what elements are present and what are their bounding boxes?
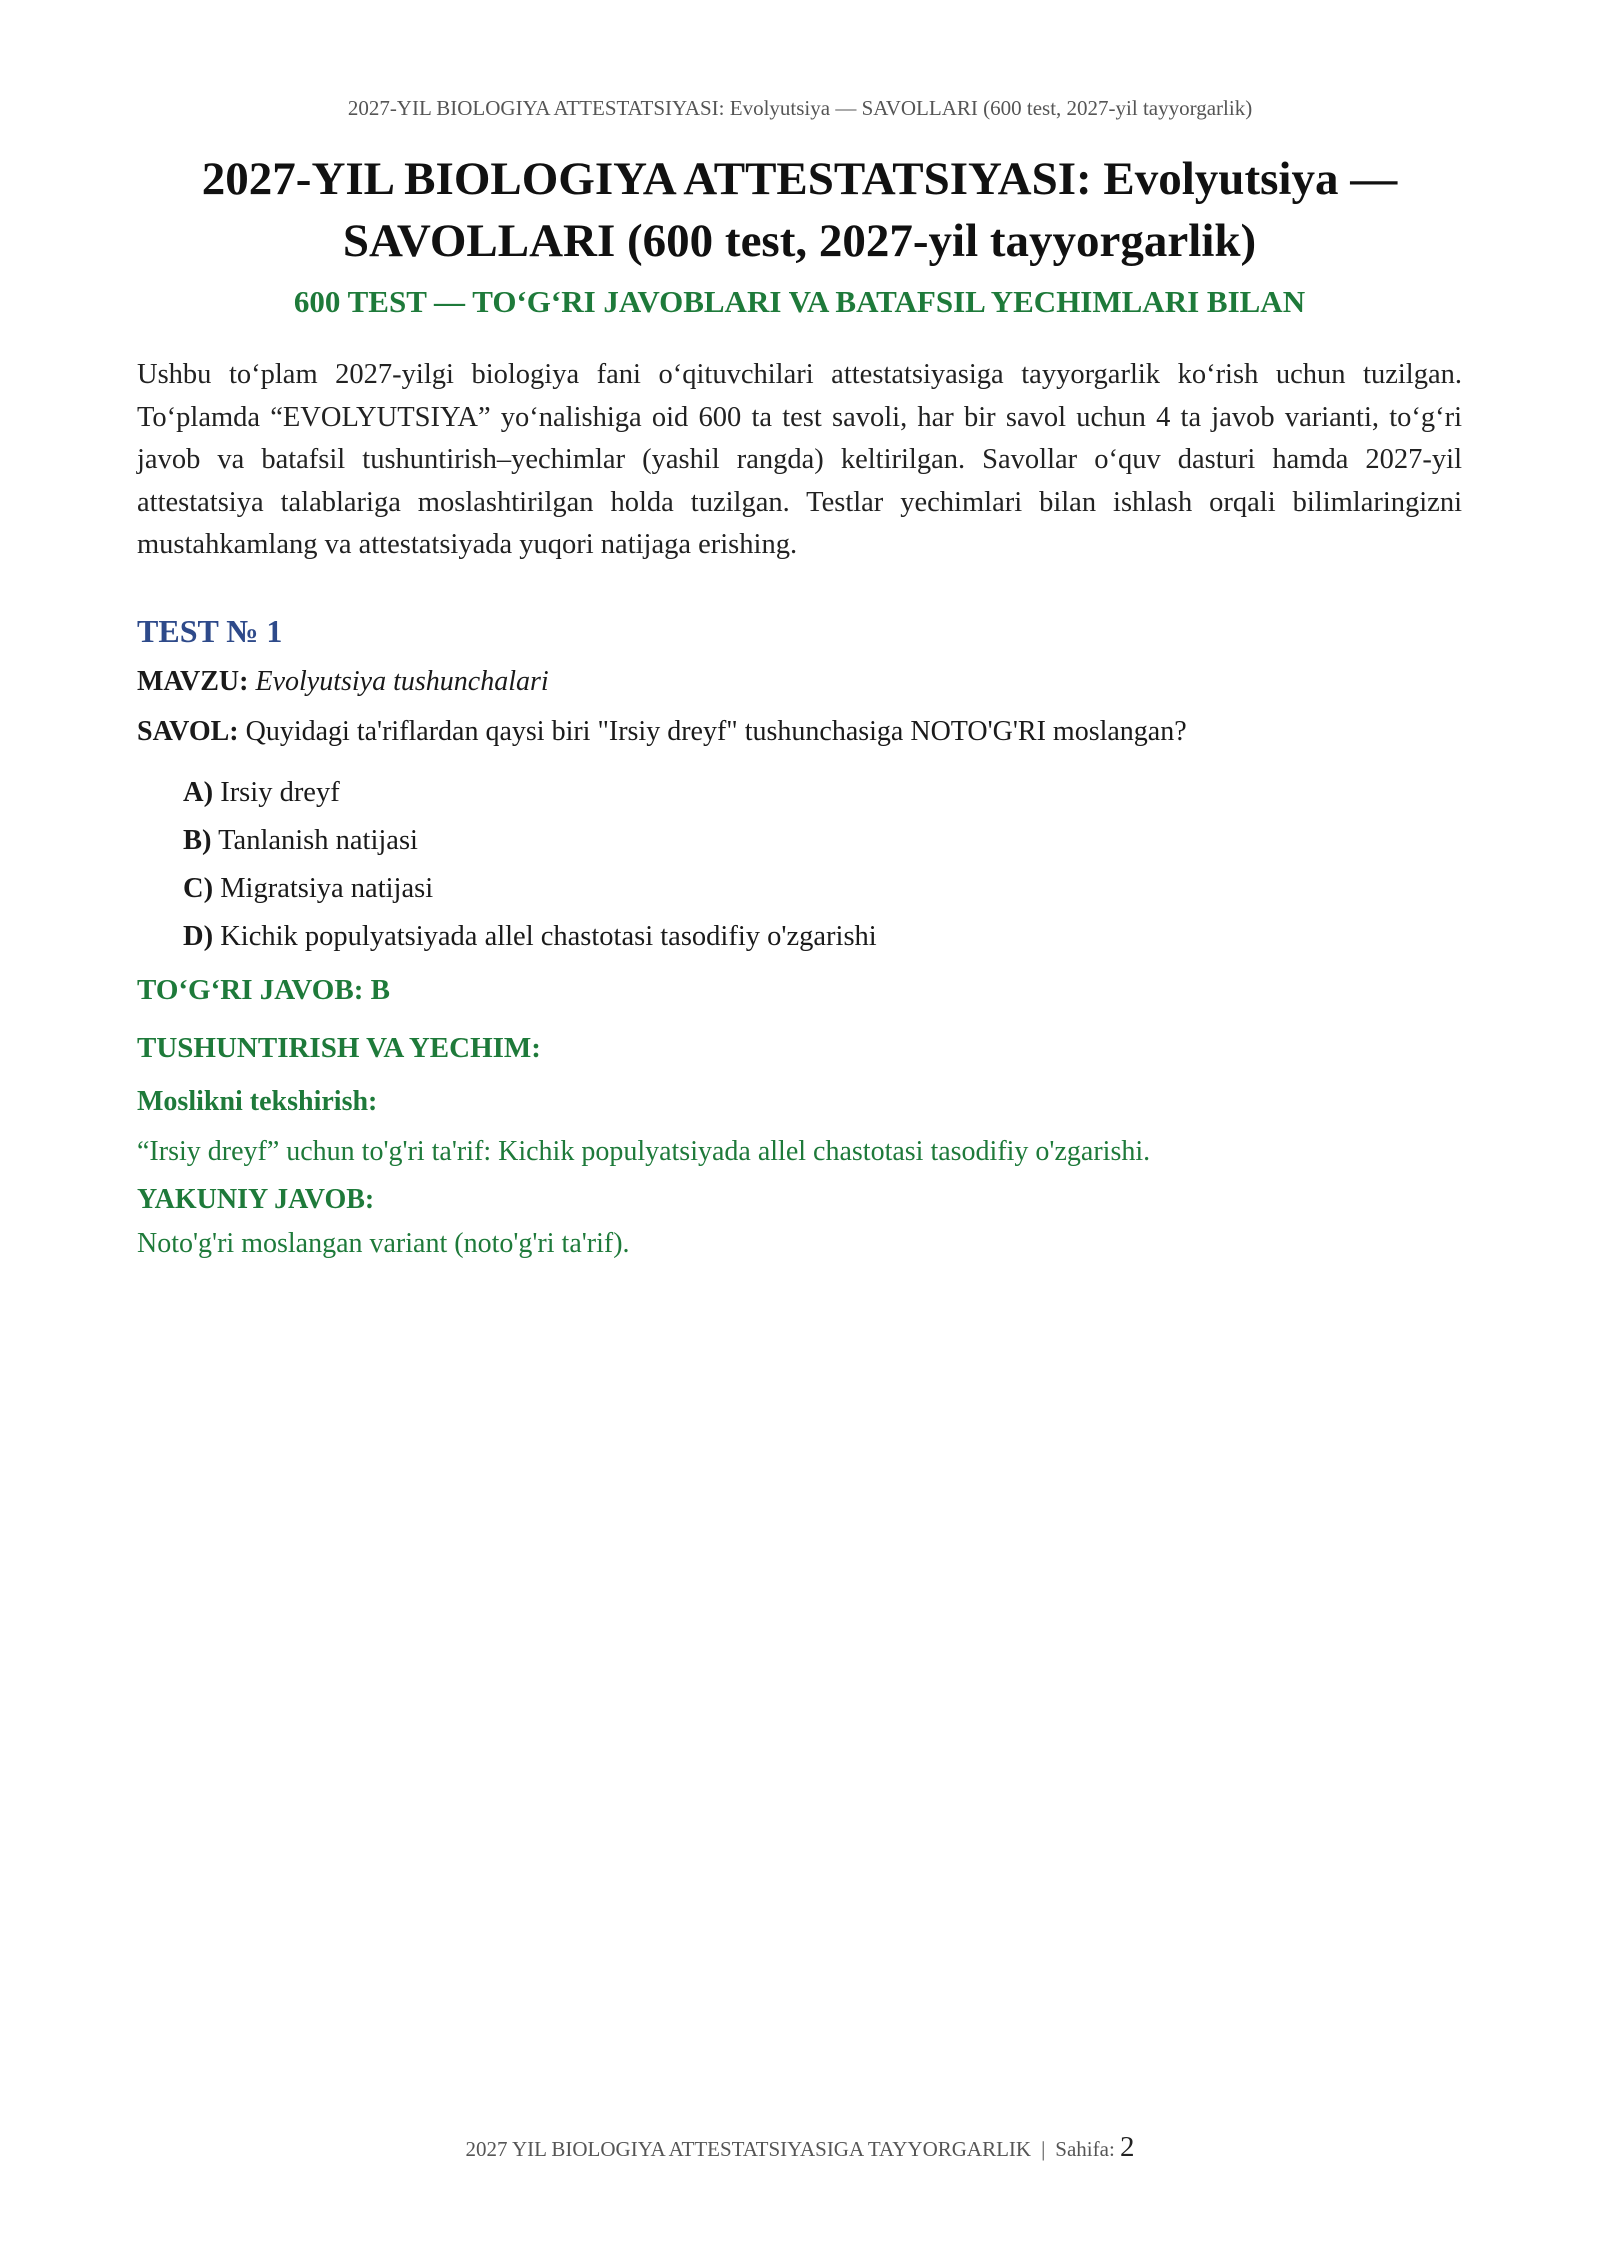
topic-label: MAVZU: <box>137 665 249 697</box>
page-label: Sahifa: <box>1055 2137 1115 2161</box>
check-heading: Moslikni tekshirish: <box>137 1085 378 1117</box>
option-a <box>183 769 1462 817</box>
option-letter: D) <box>183 920 214 952</box>
document-title: 2027-YIL BIOLOGIYA ATTESTATSIYASI: Evolyutsiya — SAVOLLARI (600 test, 2027-yil tayyorgarlik) <box>201 153 1398 267</box>
footer-text: 2027 YIL BIOLOGIYA ATTESTATSIYASIGA TAYYORGARLIK <box>465 2137 1032 2161</box>
option-c <box>183 865 1462 913</box>
question-text: Quyidagi ta'riflardan qaysi biri "Irsiy dreyf" tushunchasiga NOTO'G'RI moslangan? <box>245 715 1187 747</box>
topic-line <box>137 663 1462 701</box>
question-line <box>137 713 1462 751</box>
final-answer-heading: YAKUNIY JAVOB: <box>137 1183 375 1215</box>
test-heading: TEST № 1 <box>137 612 283 649</box>
final-answer-text: Noto'g'ri moslangan variant (noto'g'ri ta'rif). <box>137 1227 630 1259</box>
question-label: SAVOL: <box>137 715 239 747</box>
option-text: Kichik populyatsiyada allel chastotasi tasodifiy o'zgarishi <box>220 920 877 952</box>
running-header: 2027-YIL BIOLOGIYA ATTESTATSIYASI: Evolyutsiya — SAVOLLARI (600 test, 2027-yil tayyorgarlik) <box>347 96 1253 120</box>
correct-answer: TO‘G‘RI JAVOB: B <box>137 973 390 1006</box>
option-d <box>183 913 1462 961</box>
running-footer <box>0 2131 1600 2164</box>
option-text: Irsiy dreyf <box>220 776 340 808</box>
page-number: 2 <box>1120 2131 1135 2163</box>
intro-paragraph: Ushbu to‘plam 2027-yilgi biologiya fani o‘qituvchilari attestatsiyasiga tayyorgarlik ko‘rish uchun tuzilgan. To‘plamda “EVOLYUTSIYA” yo‘nalishiga oid 600 ta test savoli, har bir savol uchun 4 ta javob varianti, to‘g‘ri javob va batafsil tushuntirish–yechimlar (yashil rangda) keltirilgan. Savollar o‘quv dasturi hamda 2027-yil attestatsiya talablariga moslashtirilgan holda tuzilgan. Testlar yechimlari bilan ishlash orqali bilimlaringizni mustahkamlang va attestatsiyada yuqori natijaga erishing. <box>137 359 1462 560</box>
page-content <box>137 148 1462 1263</box>
footer-separator: | <box>1041 2137 1046 2161</box>
option-letter: C) <box>183 872 214 904</box>
check-text: “Irsiy dreyf” uchun to'g'ri ta'rif: Kichik populyatsiyada allel chastotasi tasodifiy o'zgarishi. <box>137 1135 1151 1167</box>
answer-options <box>183 769 1462 961</box>
explanation-heading: TUSHUNTIRISH VA YECHIM: <box>137 1031 541 1064</box>
option-b <box>183 817 1462 865</box>
document-subtitle: 600 TEST — TO‘G‘RI JAVOBLARI VA BATAFSIL YECHIMLARI BILAN <box>293 284 1306 319</box>
option-text: Tanlanish natijasi <box>218 824 418 856</box>
option-letter: B) <box>183 824 212 856</box>
topic-value: Evolyutsiya tushunchalari <box>255 665 549 697</box>
option-text: Migratsiya natijasi <box>220 872 434 904</box>
option-letter: A) <box>183 776 214 808</box>
